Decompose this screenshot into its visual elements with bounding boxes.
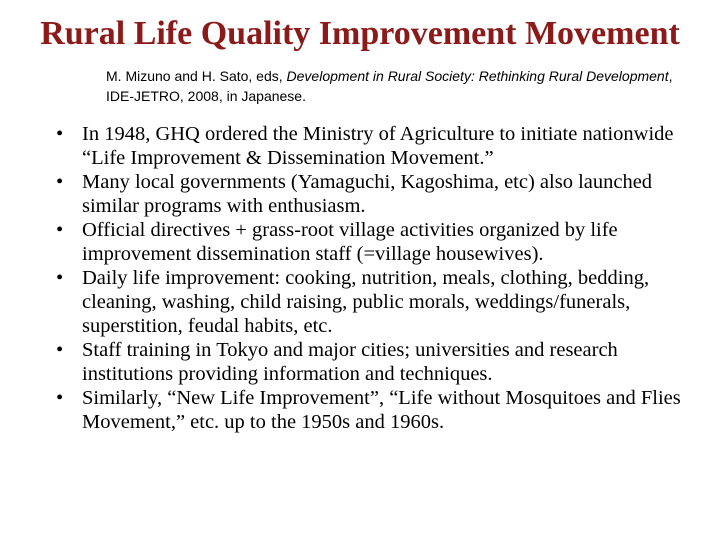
bullet-text: Daily life improvement: cooking, nutrition, meals, clothing, bedding, cleaning, washing, child raising, public morals, weddings/funerals, superstition, feudal habits, etc. bbox=[82, 267, 650, 337]
bullet-marker: • bbox=[56, 171, 64, 193]
bullet-marker: • bbox=[56, 339, 64, 361]
citation bbox=[106, 66, 686, 106]
bullet-item bbox=[54, 170, 694, 218]
bullet-text: Many local governments (Yamaguchi, Kagoshima, etc) also launched similar programs with enthusiasm. bbox=[82, 171, 653, 217]
bullet-marker: • bbox=[56, 267, 64, 289]
bullet-item bbox=[54, 266, 694, 338]
bullet-marker: • bbox=[56, 387, 64, 409]
bullet-text: Staff training in Tokyo and major cities; universities and research institutions providing information and techniques. bbox=[82, 339, 618, 385]
bullet-marker: • bbox=[56, 219, 64, 241]
bullet-marker: • bbox=[56, 123, 64, 145]
citation-publisher: , IDE-JETRO, 2008, in Japanese. bbox=[106, 68, 673, 104]
bullet-text: In 1948, GHQ ordered the Ministry of Agriculture to initiate nationwide “Life Improvement & Dissemination Movement.” bbox=[82, 123, 674, 169]
bullet-text: Similarly, “New Life Improvement”, “Life without Mosquitoes and Flies Movement,” etc. up to the 1950s and 1960s. bbox=[82, 387, 681, 433]
bullet-item bbox=[54, 338, 694, 386]
bullet-list bbox=[54, 122, 694, 434]
bullet-text: Official directives + grass-root village activities organized by life improvement dissemination staff (=village housewives). bbox=[82, 219, 618, 265]
slide-title: Rural Life Quality Improvement Movement bbox=[40, 15, 680, 52]
bullet-item bbox=[54, 122, 694, 170]
citation-authors: M. Mizuno and H. Sato, eds, bbox=[106, 68, 287, 84]
bullet-item bbox=[54, 386, 694, 434]
bullet-item bbox=[54, 218, 694, 266]
citation-book-title: Development in Rural Society: Rethinking Rural Development bbox=[286, 68, 669, 84]
